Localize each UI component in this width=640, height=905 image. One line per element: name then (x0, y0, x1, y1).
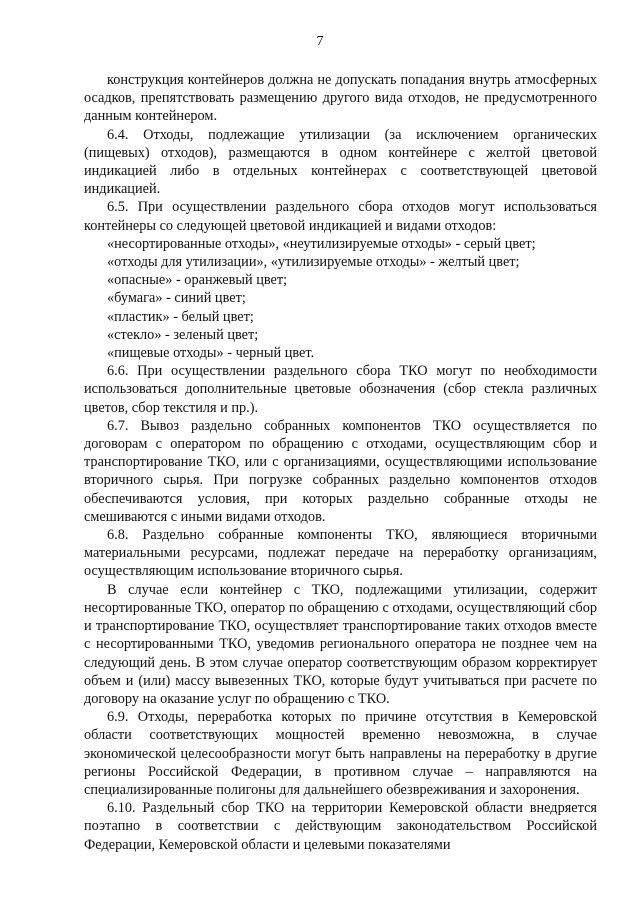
paragraph-unsorted-container: В случае если контейнер с ТКО, подлежащими утилизации, содержит несортированные ТКО, оператор по обращению с отходами, осуществляющий сбор и транспортирование ТКО, осуществляет транспортирование таких отходов вместе с несортированными ТКО, уведомив регионального оператора не позднее чем на следующий день. В этом случае оператор соответствующим образом корректирует объем и (или) массу вывезенных ТКО, которые будут учитываться при расчете по договору на оказание услуг по обращению с ТКО. (84, 581, 597, 707)
list-item-black: «пищевые отходы» - черный цвет. (107, 345, 315, 362)
document-body (84, 71, 597, 854)
paragraph-6-10: 6.10. Раздельный сбор ТКО на территории Кемеровской области внедряется поэтапно в соответствии с действующим законодательством Российской Федерации, Кемеровской области и целевыми показателями (84, 800, 597, 853)
paragraph-6-8: 6.8. Раздельно собранные компоненты ТКО, являющиеся вторичными материальными ресурсами, подлежат передаче на переработку организациям, осуществляющим использование вторичного сырья. (84, 527, 597, 580)
list-item-blue: «бумага» - синий цвет; (107, 290, 246, 307)
paragraph-6-7: 6.7. Вывоз раздельно собранных компонентов ТКО осуществляется по договорам с оператором по обращению с отходами, осуществляющим сбор и транспортирование ТКО, или с организациями, осуществляющими использование вторичного сырья. При погрузке собранных раздельно компонентов отходов обеспечиваются условия, при которых раздельно собранные отходы не смешиваются с иными видами отходов. (84, 417, 597, 525)
paragraph-6-6: 6.6. При осуществлении раздельного сбора ТКО могут по необходимости использоваться дополнительные цветовые обозначения (сбор стекла различных цветов, сбор текстиля и пр.). (84, 363, 597, 416)
paragraph-6-4: 6.4. Отходы, подлежащие утилизации (за исключением органических (пищевых) отходов), размещаются в одном контейнере с желтой цветовой индикацией либо в отдельных контейнерах с соответствующей цветовой индикацией. (84, 126, 597, 198)
list-item-orange: «опасные» - оранжевый цвет; (107, 272, 288, 289)
list-item-yellow: «отходы для утилизации», «утилизируемые отходы» - желтый цвет; (107, 254, 520, 271)
paragraph-6-9: 6.9. Отходы, переработка которых по причине отсутствия в Кемеровской области соответствующих мощностей временно невозможна, в случае экономической целесообразности могут быть направлены на переработку в другие регионы Российской Федерации, в противном случае – направляются на специализированные полигоны для дальнейшего обезвреживания и захоронения. (84, 709, 597, 798)
paragraph-6-5: 6.5. При осуществлении раздельного сбора отходов могут использоваться контейнеры со следующей цветовой индикацией и видами отходов: (84, 199, 597, 234)
page-number: 7 (316, 34, 324, 49)
paragraph-container-construction: конструкция контейнеров должна не допускать попадания внутрь атмосферных осадков, препятствовать размещению другого вида отходов, не предусмотренного данным контейнером. (84, 72, 597, 125)
list-item-white: «пластик» - белый цвет; (107, 308, 254, 325)
list-item-green: «стекло» - зеленый цвет; (107, 326, 259, 343)
list-item-gray: «несортированные отходы», «неутилизируемые отходы» - серый цвет; (107, 235, 536, 252)
